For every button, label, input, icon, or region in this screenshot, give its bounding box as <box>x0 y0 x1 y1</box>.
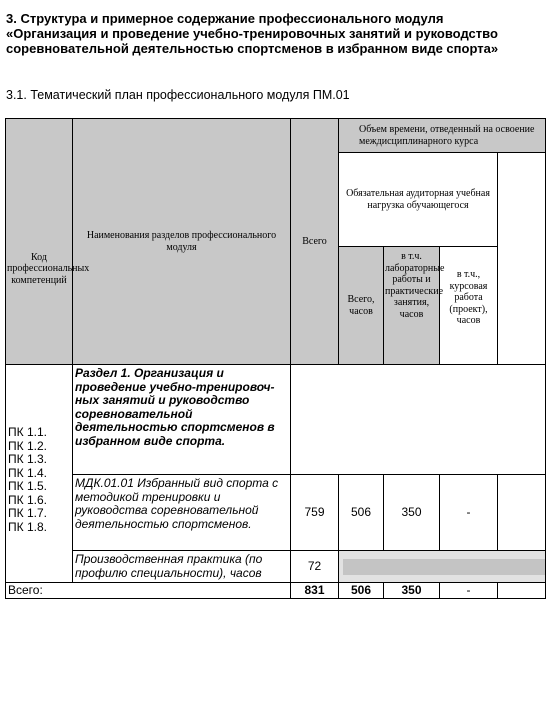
header-course <box>440 247 498 365</box>
totals-total: 831 <box>291 583 339 599</box>
section-empty <box>291 365 546 475</box>
mdk-lab: 350 <box>384 475 440 551</box>
totals-extra <box>498 583 546 599</box>
practice-shaded <box>339 551 546 583</box>
header-code-label: Код профессиональных компетенций <box>7 251 90 286</box>
header-extra <box>498 153 546 365</box>
header-time-group-label: Объем времени, отведенный на освоение междисциплинарного курса <box>359 124 535 147</box>
header-code <box>6 119 90 365</box>
thematic-plan-subheading: 3.1. Тематический план профессионального модуля ПМ.01 <box>6 88 350 102</box>
code-item: ПК 1.7. <box>8 506 47 520</box>
code-item: ПК 1.8. <box>8 519 47 534</box>
code-item: ПК 1.1. <box>8 425 47 439</box>
mdk-total: 759 <box>291 475 339 551</box>
thematic-plan-table-wrapper <box>5 118 535 597</box>
totals-label: Всего: <box>6 583 291 599</box>
header-mandatory-label: Обязательная аудиторная учебная нагрузка обучающегося <box>346 188 490 211</box>
mdk-course: - <box>440 475 498 551</box>
mdk-hours: 506 <box>339 475 384 551</box>
totals-lab: 350 <box>384 583 440 599</box>
header-total-hours-label: Всего, часов <box>347 294 375 317</box>
code-item: ПК 1.6. <box>8 492 47 507</box>
header-total-hours <box>339 247 384 365</box>
header-total-label: Всего <box>302 235 327 247</box>
practice-name: Производственная практика (по профилю специальности), часов <box>73 551 291 583</box>
code-item: ПК 1.5. <box>8 479 47 493</box>
header-time-group <box>339 119 546 153</box>
code-item: ПК 1.2. <box>8 438 47 453</box>
code-item: ПК 1.4. <box>8 465 47 480</box>
thematic-plan-table <box>5 118 546 599</box>
practice-total: 72 <box>291 551 339 583</box>
header-course-label: в т.ч., курсовая работа (проект), часов <box>449 269 488 326</box>
module-heading: 3. Структура и примерное содержание профессионального модуля «Организация и проведение учебно-тренировочных занятий и руководство соревновательной деятельностью спортсменов в избранном виде спорта» <box>6 11 499 56</box>
header-lab <box>384 247 445 365</box>
mdk-extra <box>498 475 546 551</box>
header-sections <box>73 119 291 365</box>
section-title: Раздел 1. Организация и проведение учебно-тренировоч- ных занятий и руководство соревновательной деятельностью спортсменов в избранном виде спорта. <box>73 365 291 475</box>
header-total <box>291 119 339 365</box>
competency-codes <box>6 365 73 583</box>
code-item: ПК 1.3. <box>8 452 47 466</box>
totals-hours: 506 <box>339 583 384 599</box>
header-sections-label: Наименования разделов профессионального модуля <box>86 230 277 253</box>
totals-course: - <box>440 583 498 599</box>
header-mandatory <box>339 153 498 247</box>
mdk-name: МДК.01.01 Избранный вид спорта с методикой тренировки и руководства соревновательной деятельностью спортсменов. <box>73 475 291 551</box>
header-lab-label: в т.ч. лабораторные работы и практические занятия, часов <box>385 251 445 320</box>
